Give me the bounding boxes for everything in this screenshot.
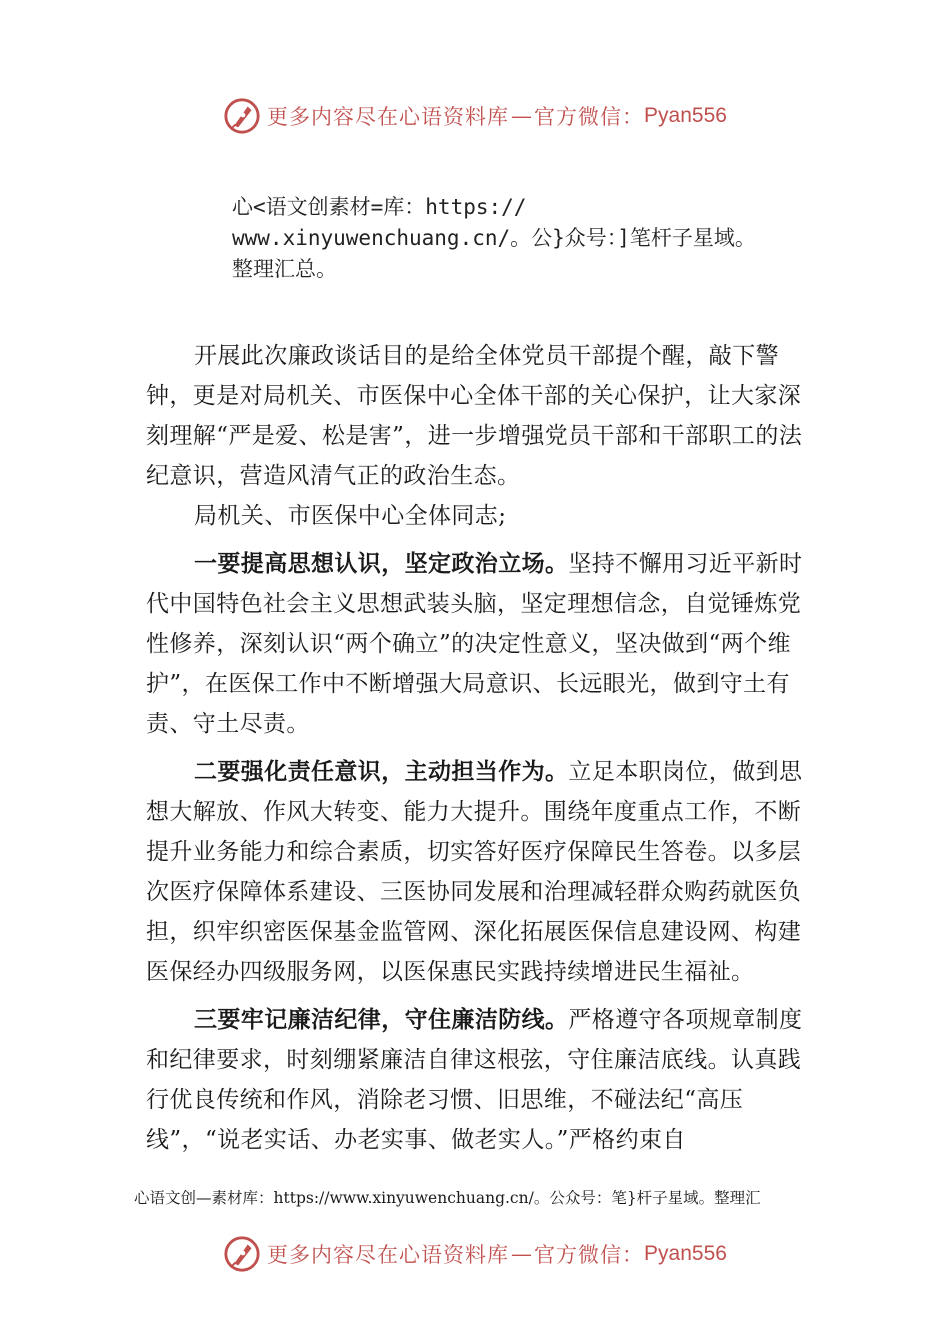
banner-title: 更多内容尽在心语资料库 <box>267 105 510 129</box>
section-1 <box>146 544 810 744</box>
banner-wechat-id: Pyan556 <box>644 1242 727 1265</box>
paragraph-intro: 开展此次廉政谈话目的是给全体党员干部提个醒，敲下警钟，更是对局机关、市医保中心全体干部的关心保护，让大家深刻理解“严是爱、松是害”，进一步增强党员干部和干部职工的法纪意识，营造风清气正的政治生态。 <box>146 343 803 489</box>
banner-title: 更多内容尽在心语资料库 <box>267 1243 510 1267</box>
banner-wechat-id: Pyan556 <box>644 104 727 127</box>
section-3-body: 严格遵守各项规章制度和纪律要求，时刻绷紧廉洁自律这根弦，守住廉洁底线。认真践行优良传统和作风，消除老习惯、旧思维，不碰法纪“高压线”，“说老实话、办老实事、做老实人。”严格约束自 <box>146 1007 803 1153</box>
paragraph-salutation: 局机关、市医保中心全体同志; <box>194 503 507 529</box>
banner-wechat-label: 官方微信： <box>534 105 645 129</box>
pen-nib-logo-icon <box>223 97 261 135</box>
section-3 <box>146 1000 810 1160</box>
source-note: 心<语文创素材=库：https:// www.xinyuwenchuang.cn/。公}众号：]笔杆子星域。 整理汇总。 <box>232 195 756 281</box>
banner-separator: — <box>511 104 533 128</box>
banner-separator: — <box>511 1242 533 1266</box>
section-1-heading: 一要提高思想认识，坚定政治立场。 <box>194 551 569 577</box>
section-3-heading: 三要牢记廉洁纪律，守住廉洁防线。 <box>194 1007 569 1033</box>
banner-wechat-label: 官方微信： <box>534 1243 645 1267</box>
section-2 <box>146 752 810 992</box>
footer-source-note: 心语文创—素材库：https://www.xinyuwenchuang.cn/。公众号：笔}杆子星域。整理汇 <box>134 1189 761 1207</box>
section-2-heading: 二要强化责任意识，主动担当作为。 <box>194 759 569 785</box>
section-1-body: 坚持不懈用习近平新时代中国特色社会主义思想武装头脑，坚定理想信念，自觉锤炼党性修养，深刻认识“两个确立”的决定性意义，坚决做到“两个维护”，在医保工作中不断增强大局意识、长远眼光，做到守土有责、守土尽责。 <box>146 551 803 737</box>
section-2-body: 立足本职岗位，做到思想大解放、作风大转变、能力大提升。围绕年度重点工作，不断提升业务能力和综合素质，切实答好医疗保障民生答卷。以多层次医疗保障体系建设、三医协同发展和治理减轻群众购药就医负担，织牢织密医保基金监管网、深化拓展医保信息建设网、构建医保经办四级服务网，以医保惠民实践持续增进民生福祉。 <box>146 759 803 985</box>
header-banner <box>0 94 950 138</box>
footer-banner <box>0 1232 950 1276</box>
document-body <box>146 336 810 1160</box>
pen-nib-logo-icon <box>223 1235 261 1273</box>
